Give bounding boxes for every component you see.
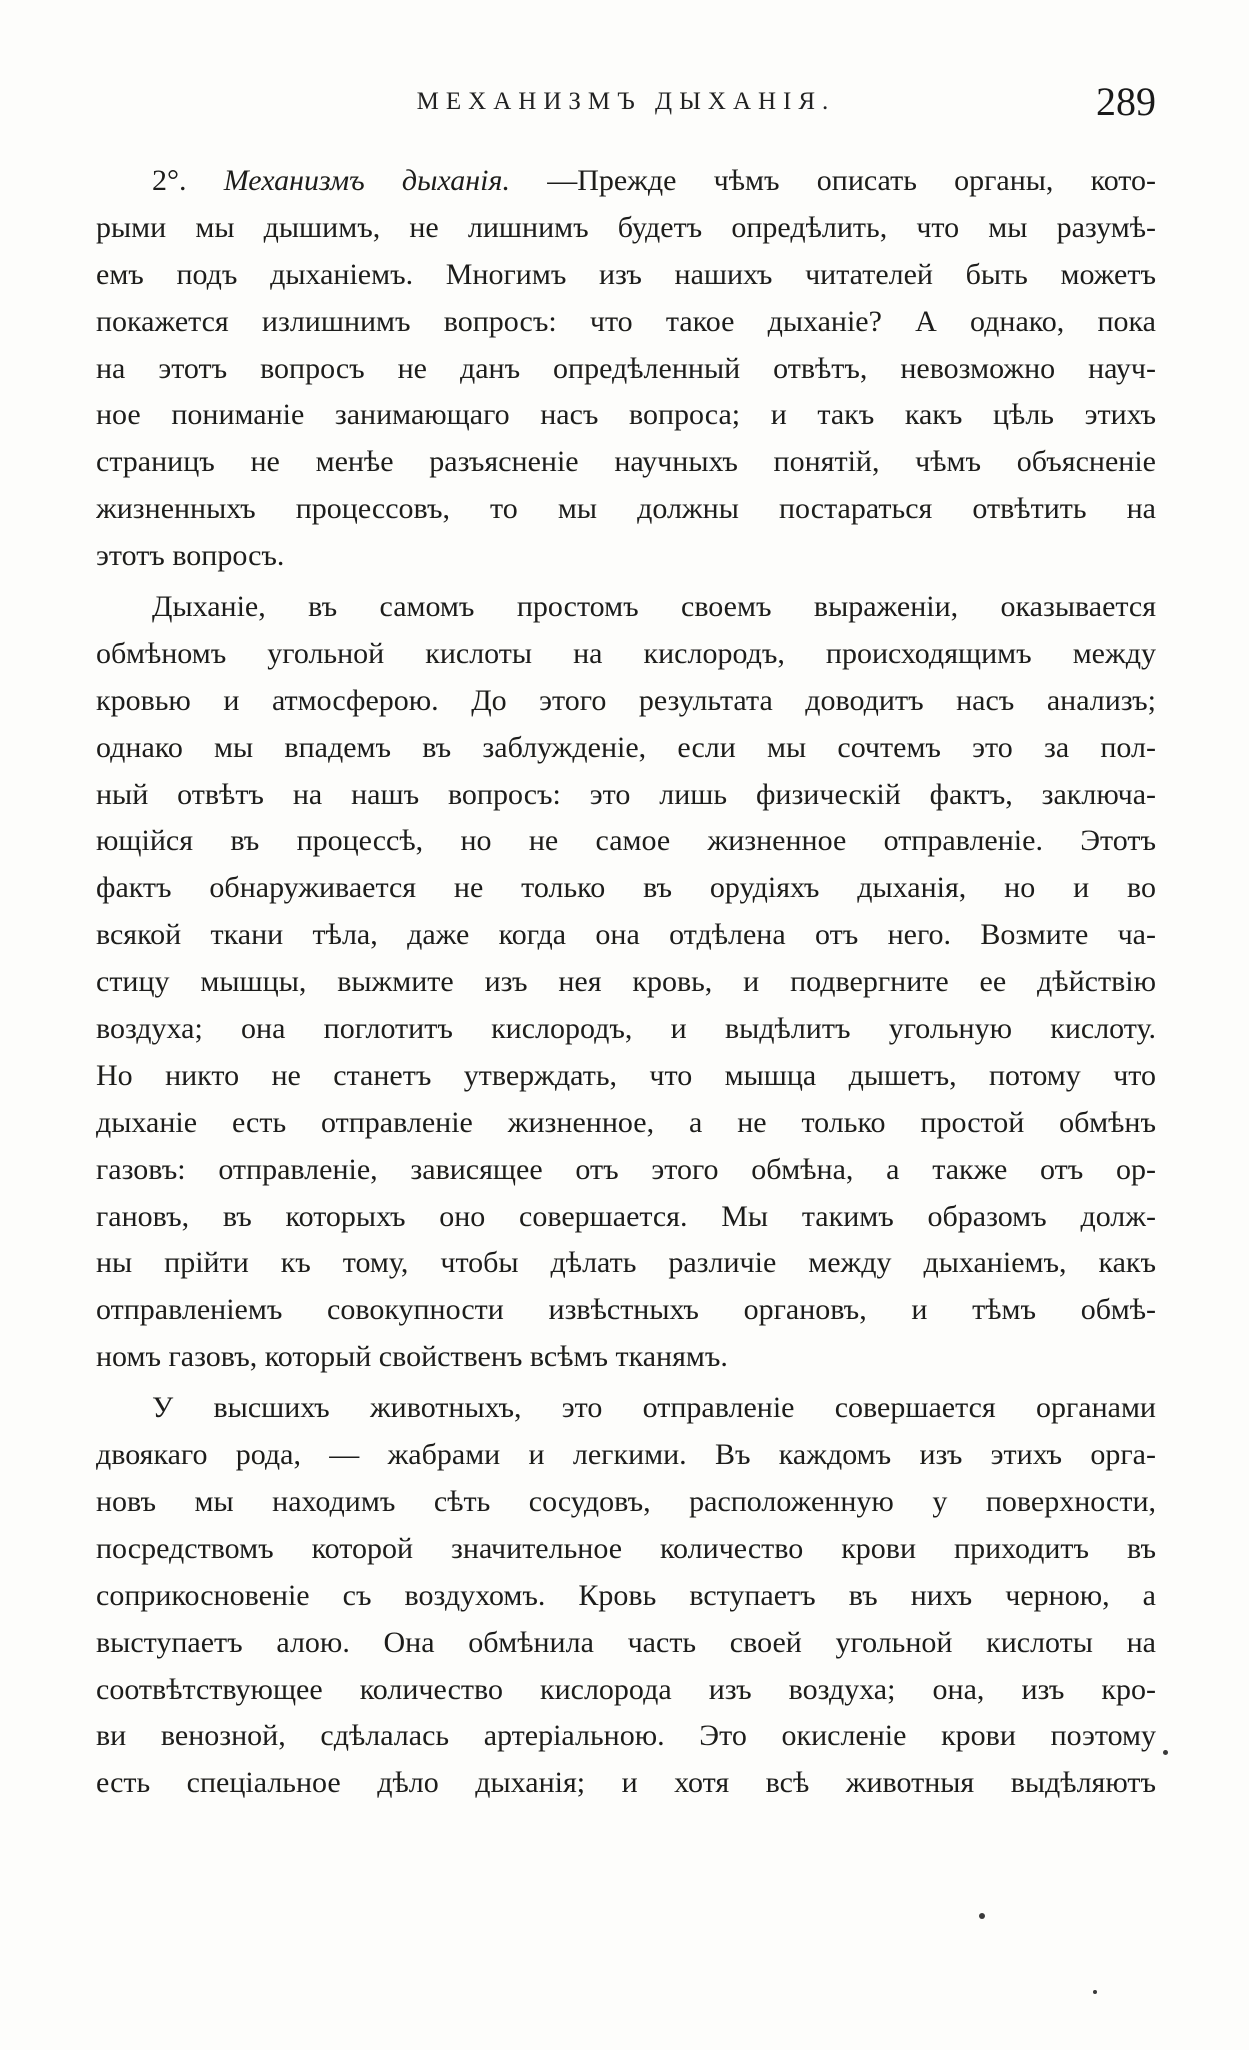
text-line: рыми мы дышимъ, не лишнимъ будетъ опредѣлить, что мы разумѣ-	[96, 210, 1156, 244]
text-line: гановъ, въ которыхъ оно совершается. Мы такимъ образомъ долж-	[96, 1199, 1156, 1233]
text-line: есть спеціальное дѣло дыханія; и хотя всѣ животныя выдѣляютъ	[96, 1766, 1156, 1800]
text-line: обмѣномъ угольной кислоты на кислородъ, происходящимъ между	[96, 636, 1156, 670]
body-text	[96, 158, 1156, 1807]
text-line: посредствомъ которой значительное количество крови приходитъ въ	[96, 1531, 1156, 1565]
text-line: ное пониманіе занимающаго насъ вопроса; и такъ какъ цѣль этихъ	[96, 398, 1156, 432]
text-line: дыханіе есть отправленіе жизненное, а не только простой обмѣнъ	[96, 1105, 1156, 1139]
ink-speck	[979, 1913, 985, 1919]
text-line: воздуха; она поглотитъ кислородъ, и выдѣлитъ угольную кислоту.	[96, 1012, 1156, 1046]
text-line: страницъ не менѣе разъясненіе научныхъ понятій, чѣмъ объясненіе	[96, 445, 1156, 479]
text-line: ны прійти къ тому, чтобы дѣлать различіе между дыханіемъ, какъ	[96, 1246, 1156, 1280]
text-line: соотвѣтствующее количество кислорода изъ воздуха; она, изъ кро-	[96, 1672, 1156, 1706]
text-line: номъ газовъ, который свойственъ всѣмъ тканямъ.	[96, 1340, 728, 1374]
text-line: жизненныхъ процессовъ, то мы должны постараться отвѣтить на	[96, 492, 1156, 526]
section-number: 2°.	[152, 164, 187, 197]
ink-speck	[1163, 1750, 1168, 1755]
page-number: 289	[1096, 79, 1156, 124]
text-line: кровью и атмосферою. До этого результата доводитъ насъ анализъ;	[96, 683, 1156, 717]
text-line: однако мы впадемъ въ заблужденіе, если мы сочтемъ это за пол-	[96, 730, 1156, 764]
text-line: двоякаго рода, — жабрами и легкими. Въ каждомъ изъ этихъ орга-	[96, 1438, 1156, 1472]
text-line: У высшихъ животныхъ, это отправленіе совершается органами	[152, 1391, 1156, 1425]
text-line: покажется излишнимъ вопросъ: что такое дыханіе? А однако, пока	[96, 304, 1156, 338]
text-line: новъ мы находимъ сѣть сосудовъ, расположенную у поверхности,	[96, 1484, 1156, 1518]
line-text: —Прежде чѣмъ описать органы, кото-	[547, 164, 1156, 197]
text-line	[96, 158, 1156, 205]
text-line: этотъ вопросъ.	[96, 539, 285, 573]
text-line: Но никто не станетъ утверждать, что мышца дышетъ, потому что	[96, 1058, 1156, 1092]
text-line: стицу мышцы, выжмите изъ нея кровь, и подвергните ее дѣйствію	[96, 965, 1156, 999]
text-line: на этотъ вопросъ не данъ опредѣленный отвѣтъ, невозможно науч-	[96, 351, 1156, 385]
text-line: отправленіемъ совокупности извѣстныхъ органовъ, и тѣмъ обмѣ-	[96, 1293, 1156, 1327]
ink-speck	[1093, 1990, 1097, 1994]
text-line: ви венозной, сдѣлалась артеріальною. Это окисленіе крови поэтому	[96, 1719, 1156, 1753]
section-title: Механизмъ дыханія.	[223, 164, 510, 197]
running-title: МЕХАНИЗМЪ ДЫХАНІЯ.	[416, 88, 836, 115]
text-line: выступаетъ алою. Она обмѣнила часть своей угольной кислоты на	[96, 1625, 1156, 1659]
text-line: всякой ткани тѣла, даже когда она отдѣлена отъ него. Возмите ча-	[96, 918, 1156, 952]
text-line: ный отвѣтъ на нашъ вопросъ: это лишь физическій фактъ, заключа-	[96, 777, 1156, 811]
text-line: ющійся въ процессѣ, но не самое жизненное отправленіе. Этотъ	[96, 824, 1156, 858]
text-line: Дыханіе, въ самомъ простомъ своемъ выраженіи, оказывается	[152, 590, 1156, 624]
text-line: соприкосновеніе съ воздухомъ. Кровь вступаетъ въ нихъ черною, а	[96, 1578, 1156, 1612]
text-line: емъ подъ дыханіемъ. Многимъ изъ нашихъ читателей быть можетъ	[96, 257, 1156, 291]
text-line: газовъ: отправленіе, зависящее отъ этого обмѣна, а также отъ ор-	[96, 1152, 1156, 1186]
page-header	[96, 79, 1156, 134]
text-line: фактъ обнаруживается не только въ орудіяхъ дыханія, но и во	[96, 871, 1156, 905]
